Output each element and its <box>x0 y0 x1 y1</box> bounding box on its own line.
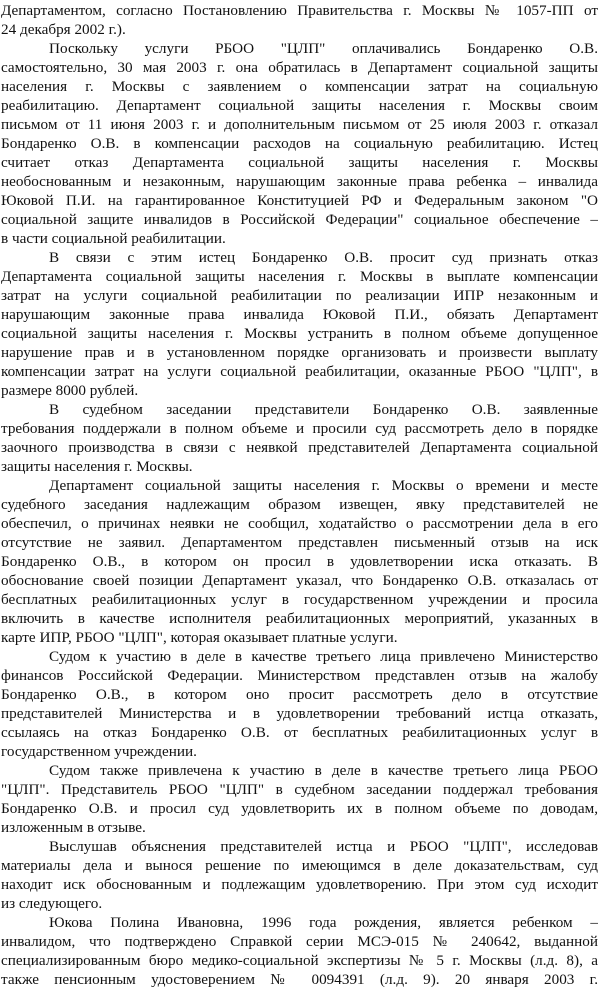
text-line: Департамента социальной защиты населения г. Москвы в выплате компенсации <box>1 268 598 285</box>
text-line: включить в качестве исполнителя реабилитационных мероприятий, указанных в <box>1 610 598 627</box>
paragraph <box>1 1 598 39</box>
text-line: финансов Российской Федерации. Министерством представлен отзыв на жалобу <box>1 667 598 684</box>
paragraph <box>1 837 598 913</box>
paragraph <box>1 248 598 400</box>
text-line: самостоятельно, 30 мая 2003 г. она обратилась в Департамент социальной защиты <box>1 59 598 76</box>
text-line: считает отказ Департамента социальной защиты населения г. Москвы <box>1 154 598 171</box>
text-line: Судом к участию в деле в качестве третьего лица привлечено Министерство <box>49 648 598 665</box>
paragraph <box>1 761 598 837</box>
text-line: Департаментом, согласно Постановлению Правительства г. Москвы № 1057-ПП от <box>1 2 598 19</box>
text-line: размере 8000 рублей. <box>1 382 139 399</box>
text-line: специализированным бюро медико-социальной экспертизы № 5 г. Москвы (л.д. 8), а <box>1 952 598 969</box>
text-line: также пенсионным удостоверением № 0094391 (л.д. 9). 20 января 2003 г. <box>1 971 598 988</box>
text-line: Выслушав объяснения представителей истца и РБОО "ЦЛП", исследовав <box>49 838 598 855</box>
text-line: Бондаренко О.В., в котором оно просит рассмотреть дело в отсутствие <box>1 686 598 703</box>
text-line: населения г. Москвы с заявлением о компенсации затрат на социальную <box>1 78 598 95</box>
text-line: Департамент социальной защиты населения г. Москвы о времени и месте <box>49 477 598 494</box>
text-line: защиты населения г. Москвы. <box>1 458 193 475</box>
paragraph <box>1 476 598 647</box>
text-line: письмом от 11 июня 2003 г. и дополнительным письмом от 25 июля 2003 г. отказал <box>1 116 598 133</box>
text-line: государственном учреждении. <box>1 743 197 760</box>
text-line: обеспечил, о причинах неявки не сообщил, ходатайство о рассмотрении дела в его <box>1 515 598 532</box>
text-line: отсутствие не заявил. Департаментом представлен письменный отзыв на иск <box>1 534 598 551</box>
text-line: требования поддержали в полном объеме и просили суд рассмотреть дело в порядке <box>1 420 598 437</box>
text-line: Юкова Полина Ивановна, 1996 года рождения, является ребенком – <box>49 914 598 931</box>
text-line: из следующего. <box>1 895 103 912</box>
text-line: Поскольку услуги РБОО "ЦЛП" оплачивались Бондаренко О.В. <box>49 40 598 57</box>
text-line: в части социальной реабилитации. <box>1 230 226 247</box>
text-line: "ЦЛП". Представитель РБОО "ЦЛП" в судебном заседании поддержал требования <box>1 781 598 798</box>
text-line: социальной защиты населения г. Москвы устранить в полном объеме допущенное <box>1 325 598 342</box>
text-line: В связи с этим истец Бондаренко О.В. просит суд признать отказ <box>49 249 598 266</box>
text-line: В судебном заседании представители Бондаренко О.В. заявленные <box>49 401 598 418</box>
text-line: ссылаясь на отказ Бондаренко О.В. от бесплатных реабилитационных услуг в <box>1 724 598 741</box>
text-line: Бондаренко О.В. и просил суд удовлетворить их в полном объеме по доводам, <box>1 800 598 817</box>
text-line: Бондаренко О.В., в котором он просил в удовлетворении иска отказать. В <box>1 553 598 570</box>
text-line: карте ИПР, РБОО "ЦЛП", которая оказывает платные услуги. <box>1 629 398 646</box>
paragraph <box>1 913 598 989</box>
text-line: изложенным в отзыве. <box>1 819 146 836</box>
text-line: бесплатных реабилитационных услуг в государственном учреждении и просила <box>1 591 598 608</box>
paragraph <box>1 400 598 476</box>
text-line: Бондаренко О.В. в компенсации расходов на социальную реабилитацию. Истец <box>1 135 598 152</box>
text-line: заочного производства в связи с неявкой представителей Департамента социальной <box>1 439 598 456</box>
paragraph <box>1 647 598 761</box>
text-line: Судом также привлечена к участию в деле в качестве третьего лица РБОО <box>49 762 598 779</box>
text-line: нарушающим законные права инвалида Юковой П.И., обязать Департамент <box>1 306 598 323</box>
text-line: судебного заседания надлежащим образом извещен, явку представителей не <box>1 496 598 513</box>
text-line: 24 декабря 2002 г.). <box>1 21 126 38</box>
text-line: Юковой П.И. на гарантированное Конституцией РФ и Федеральным законом "О <box>1 192 598 209</box>
paragraph <box>1 39 598 248</box>
text-line: представителей Министерства и в удовлетворении требований истца отказать, <box>1 705 598 722</box>
text-line: находит иск обоснованным и подлежащим удовлетворению. При этом суд исходит <box>1 876 598 893</box>
text-line: затрат на услуги социальной реабилитации по реализации ИПР незаконным и <box>1 287 598 304</box>
text-line: нарушение прав и в установленном порядке организовать и произвести выплату <box>1 344 598 361</box>
document-page <box>1 1 598 989</box>
text-line: обоснование своей позиции Департамент указал, что Бондаренко О.В. отказалась от <box>1 572 598 589</box>
text-line: социальной защите инвалидов в Российской Федерации" социальное обеспечение – <box>1 211 598 228</box>
text-line: необоснованным и незаконным, нарушающим законные права ребенка – инвалида <box>1 173 598 190</box>
text-line: инвалидом, что подтверждено Справкой серии МСЭ-015 № 240642, выданной <box>1 933 598 950</box>
text-line: реабилитацию. Департамент социальной защиты населения г. Москвы своим <box>1 97 598 114</box>
text-line: компенсации затрат на услуги социальной реабилитации, оказанные РБОО "ЦЛП", в <box>1 363 598 380</box>
text-line: материалы дела и вынося решение по имеющимся в деле доказательствам, суд <box>1 857 598 874</box>
